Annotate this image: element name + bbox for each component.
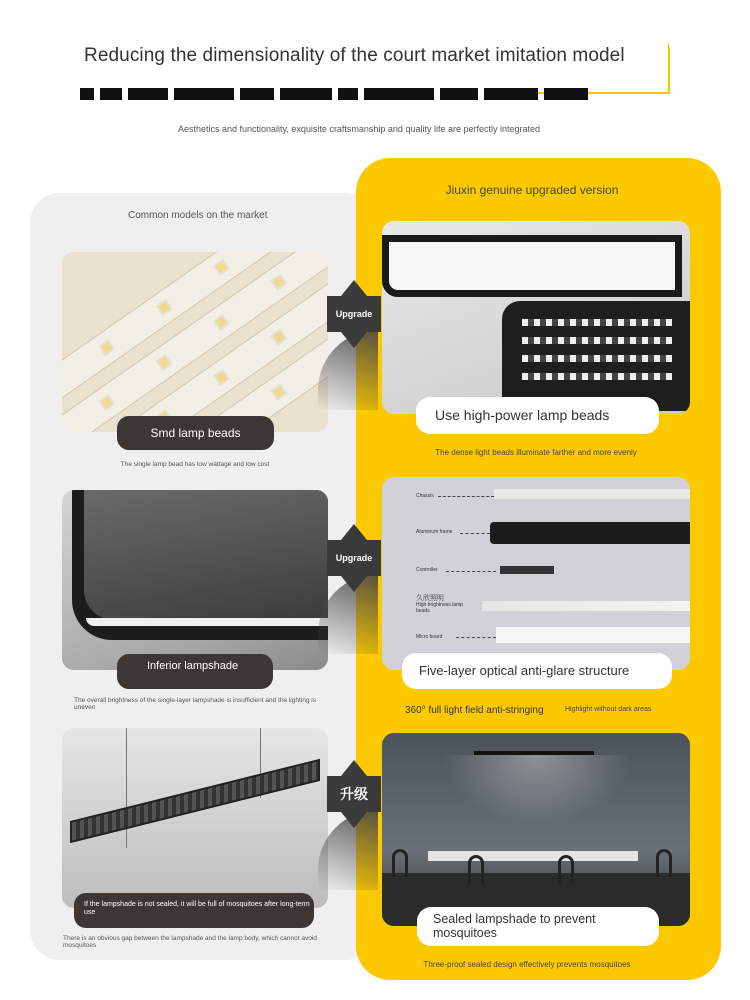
layer-label-beads: High brightness lamp beads [416,602,463,614]
full-light-field-note: 360° full light field anti-stringing [405,705,544,716]
smd-strip-image [62,252,328,432]
upgrade-badge-2: Upgrade [327,540,381,576]
no-dark-areas-note: Highlight without dark areas [565,706,652,713]
unsealed-lampshade-note: There is an obvious gap between the lampshade and the lamp body, which cannot avoid mosquitoes [63,935,317,949]
five-layer-structure-label: Five-layer optical anti-glare structure [402,653,672,689]
common-models-heading: Common models on the market [128,210,268,221]
high-power-beads-image [382,221,690,414]
title-shadow-glyphs [80,88,670,100]
upgrade-badge-1: Upgrade [327,296,381,332]
smd-lamp-beads-label: Smd lamp beads [117,416,274,450]
five-layer-structure-image [382,477,690,670]
smd-lamp-beads-note: The single lamp bead has low wattage and low cost [120,461,270,468]
layer-label-micro-board: Micro board [416,634,443,640]
sealed-lampshade-label: Sealed lampshade to prevent mosquitoes [417,907,659,946]
layer-label-controller: Controller [416,567,438,573]
unsealed-lampshade-label: If the lampshade is not sealed, it will be full of mosquitoes after long-term use [74,893,314,928]
page-subtitle: Aesthetics and functionality, exquisite craftsmanship and quality life are perfectly integrated [177,124,541,134]
inferior-lampshade-note: The overall brightness of the single-layer lampshade is insufficient and the lighting is uneven [74,697,316,711]
sealed-lamp-room-image [382,733,690,926]
inferior-lampshade-label: Inferior lampshade [117,654,273,689]
upgraded-version-heading: Jiuxin genuine upgraded version [445,183,619,197]
layer-label-chassis: Chassis [416,493,434,499]
sealed-lampshade-note: Three-proof sealed design effectively prevents mosquitoes [423,960,631,969]
high-power-beads-label: Use high-power lamp beads [416,397,659,434]
page-title: Reducing the dimensionality of the court market imitation model [84,45,625,66]
unsealed-lamp-image [62,728,328,908]
inferior-lampshade-image [62,490,328,670]
upgrade-badge-3: 升级 [327,776,381,812]
layer-label-aluminum-frame: Aluminum frame [416,529,453,535]
layer-label-brand: 久欣照明 [416,595,444,602]
high-power-beads-note: The dense light beads illuminate farther and more evenly [435,448,637,457]
